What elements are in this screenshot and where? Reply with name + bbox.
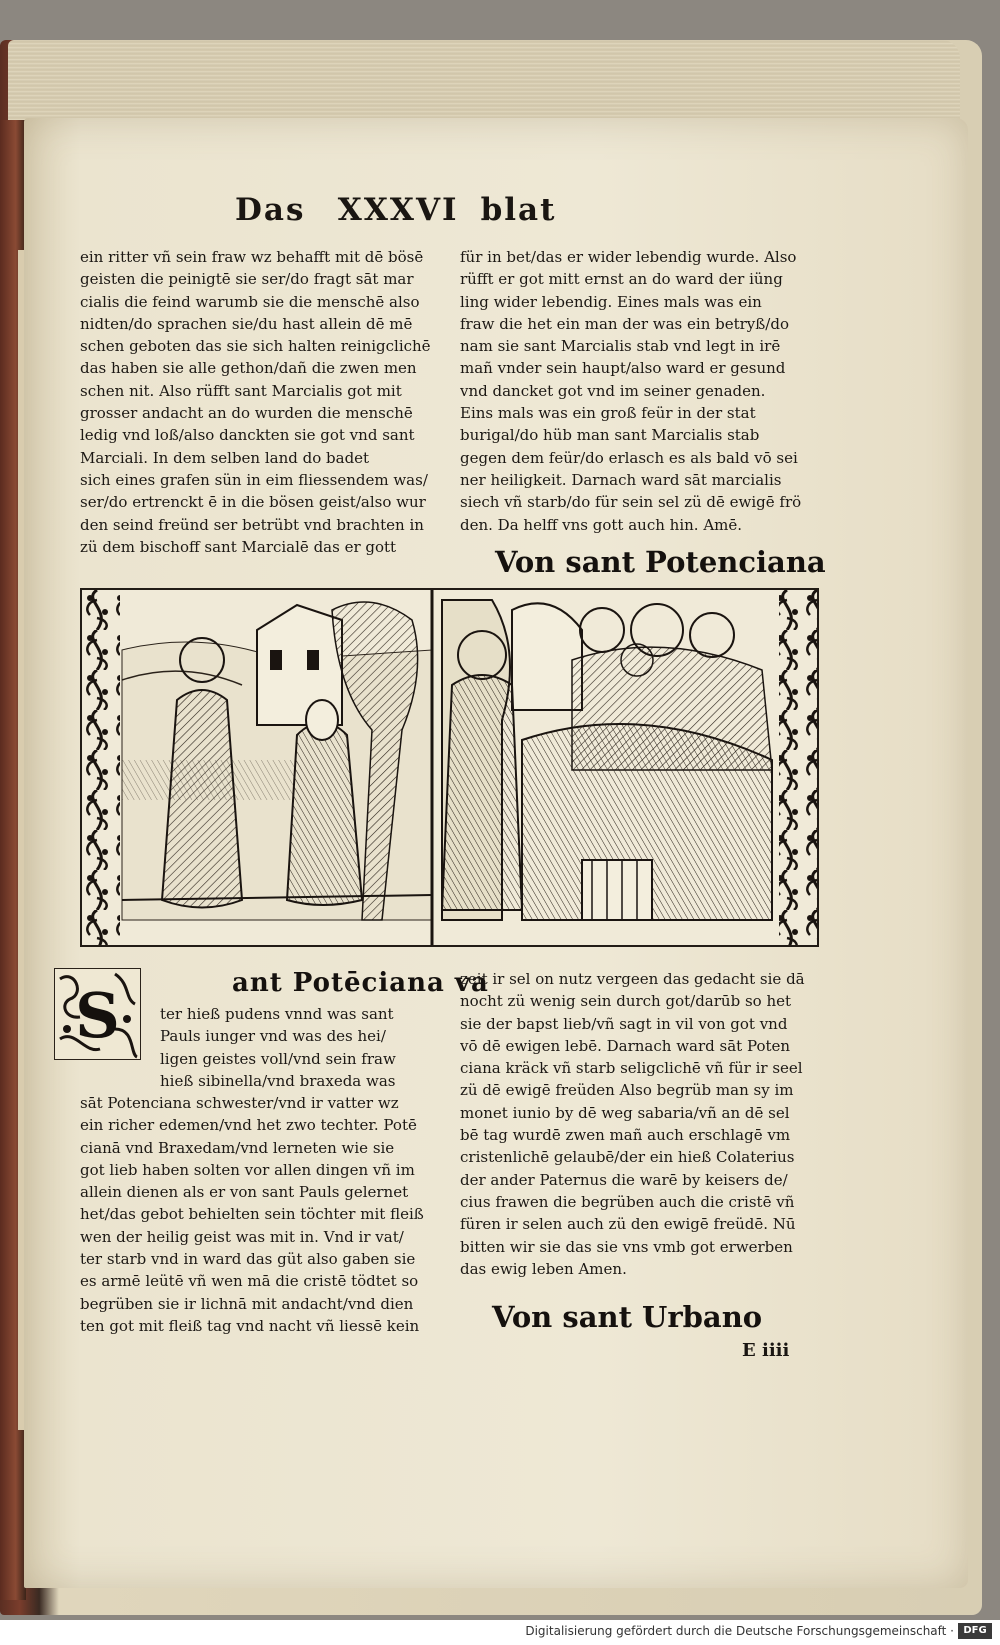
text-line: zü dem bischoff sant Marcialē das er gott <box>80 537 397 556</box>
text-line: vō dē ewigen lebē. Darnach ward sāt Poten <box>460 1036 791 1055</box>
text-line: füren ir selen auch zü den ewigē freüdē. Nū <box>460 1215 796 1234</box>
text-line: grosser andacht an do wurden die menschē <box>80 404 413 423</box>
text-line: ter starb vnd in ward das güt also gaben sie <box>80 1250 416 1269</box>
text-line: ein ritter vñ sein fraw wz behafft mit dē bösē <box>80 248 424 266</box>
running-head-right: blat <box>480 192 557 228</box>
text-line: het/das gebot behielten sein töchter mit fleiß <box>80 1205 424 1224</box>
text-line: den seind freünd ser betrübt vnd brachten in <box>80 515 424 534</box>
right-vine-border <box>779 590 817 945</box>
text-line: begrüben sie ir lichnā mit andacht/vnd dien <box>80 1294 414 1313</box>
text-line: der ander Paternus die warē by keisers de/ <box>460 1170 788 1189</box>
left-column-bottom-indented <box>160 1003 450 1092</box>
left-column-bottom <box>80 1092 450 1337</box>
text-line: Marciali. In dem selben land do badet <box>80 448 370 467</box>
left-column-top <box>80 246 445 558</box>
text-line: es armē leütē vñ wen mā die cristē tödtet so <box>80 1272 419 1291</box>
left-scene <box>122 602 432 920</box>
text-line: das ewig leben Amen. <box>460 1259 627 1278</box>
text-line: monet iunio by dē weg sabaria/vñ an dē sel <box>460 1103 790 1122</box>
text-line: burigal/do hüb man sant Marcialis stab <box>460 426 760 445</box>
woodcut-illustration <box>80 588 819 947</box>
text-line: ner heiligkeit. Darnach ward sāt marcialis <box>460 470 782 489</box>
text-line: ser/do ertrenckt ē in die bösen geist/also wur <box>80 493 426 512</box>
text-line: got lieb haben solten vor allen dingen vñ im <box>80 1160 415 1179</box>
text-line: fraw die het ein man der was ein betryß/do <box>460 314 789 333</box>
folio-numeral: XXXVI <box>337 192 459 228</box>
text-line: sich eines grafen sün in eim fliessendem was/ <box>80 470 428 489</box>
text-line: ligen geistes voll/vnd sein fraw <box>160 1049 396 1068</box>
text-line: bē tag wurdē zwen mañ auch erschlagē vm <box>460 1126 791 1145</box>
right-scene <box>442 600 772 920</box>
footer-credit-text: Digitalisierung gefördert durch die Deutsche Forschungsgemeinschaft · <box>525 1624 954 1638</box>
page-edges <box>8 40 960 130</box>
chapter-heading-potenciana: Von sant Potenciana <box>495 545 826 579</box>
text-line: cialis die feind warumb sie die menschē also <box>80 292 420 311</box>
running-head <box>235 192 635 238</box>
text-line: schen nit. Also rüfft sant Marcialis got mit <box>80 381 402 400</box>
text-line: schen geboten das sie sich halten reinigclichē <box>80 337 431 356</box>
text-line: ciana kräck vñ starb seligclichē vñ für ir seel <box>460 1059 803 1078</box>
text-line: ter hieß pudens vnnd was sant <box>160 1005 394 1023</box>
text-line: das haben sie alle gethon/dañ die zwen men <box>80 359 417 378</box>
initial-letter: S <box>75 979 120 1052</box>
text-line: zü dē ewigē freüden Also begrüb man sy im <box>460 1081 794 1100</box>
text-line: allein dienen als er von sant Pauls gelernet <box>80 1183 409 1202</box>
text-line: geisten die peinigtē sie ser/do fragt sāt mar <box>80 270 414 289</box>
text-line: ling wider lebendig. Eines mals was ein <box>460 292 762 311</box>
text-line: hieß sibinella/vnd braxeda was <box>160 1071 396 1090</box>
text-line: gegen dem feür/do erlasch es als bald vō sei <box>460 448 798 467</box>
text-line: zeit ir sel on nutz vergeen das gedacht sie dā <box>460 970 805 988</box>
seated-figure <box>442 675 522 910</box>
text-line: sie der bapst lieb/vñ sagt in vil von got vnd <box>460 1014 788 1033</box>
text-line: siech vñ starb/do für sein sel zü dē ewigē frö <box>460 493 802 512</box>
dfg-logo: DFG <box>958 1623 992 1639</box>
running-head-left: Das <box>235 192 306 228</box>
text-line: sāt Potenciana schwester/vnd ir vatter wz <box>80 1094 399 1112</box>
text-line: für in bet/das er wider lebendig wurde. Also <box>460 248 797 266</box>
text-line: nam sie sant Marcialis stab vnd legt in irē <box>460 337 781 356</box>
right-column-top <box>460 246 815 536</box>
text-line: wen der heilig geist was mit in. Vnd ir vat/ <box>80 1227 404 1246</box>
text-line: nidten/do sprachen sie/du hast allein dē mē <box>80 314 413 333</box>
text-line: den. Da helff vns gott auch hin. Amē. <box>460 515 743 534</box>
decorated-initial <box>54 968 141 1060</box>
text-line: mañ vnder sein haupt/also ward er gesund <box>460 359 786 378</box>
text-line: rüfft er got mitt ernst an do ward der iüng <box>460 270 783 289</box>
text-line: ein richer edemen/vnd het zwo techter. Potē <box>80 1116 417 1135</box>
text-line: Pauls iunger vnd was des hei/ <box>160 1027 386 1046</box>
right-column-bottom <box>460 968 820 1280</box>
signature-mark: E iiii <box>742 1340 790 1361</box>
left-vine-border <box>82 590 120 945</box>
text-line: nocht zü wenig sein durch got/darūb so het <box>460 992 792 1011</box>
text-line: ten got mit fleiß tag vnd nacht vñ liessē kein <box>80 1316 420 1335</box>
text-line: ledig vnd loß/also danckten sie got vnd sant <box>80 426 415 445</box>
text-line: cius frawen die begrüben auch die cristē vñ <box>460 1192 795 1211</box>
text-line: Eins mals was ein groß feür in der stat <box>460 404 756 423</box>
chapter-heading-urbano: Von sant Urbano <box>492 1300 763 1334</box>
text-line: cristenlichē gelaubē/der ein hieß Colaterius <box>460 1148 795 1167</box>
section-opening-heading: ant Potēciana va <box>232 968 489 998</box>
text-line: bitten wir sie das sie vns vmb got erwerben <box>460 1237 793 1256</box>
text-line: vnd dancket got vnd im seiner genaden. <box>460 381 766 400</box>
text-line: cianā vnd Braxedam/vnd lerneten wie sie <box>80 1138 395 1157</box>
